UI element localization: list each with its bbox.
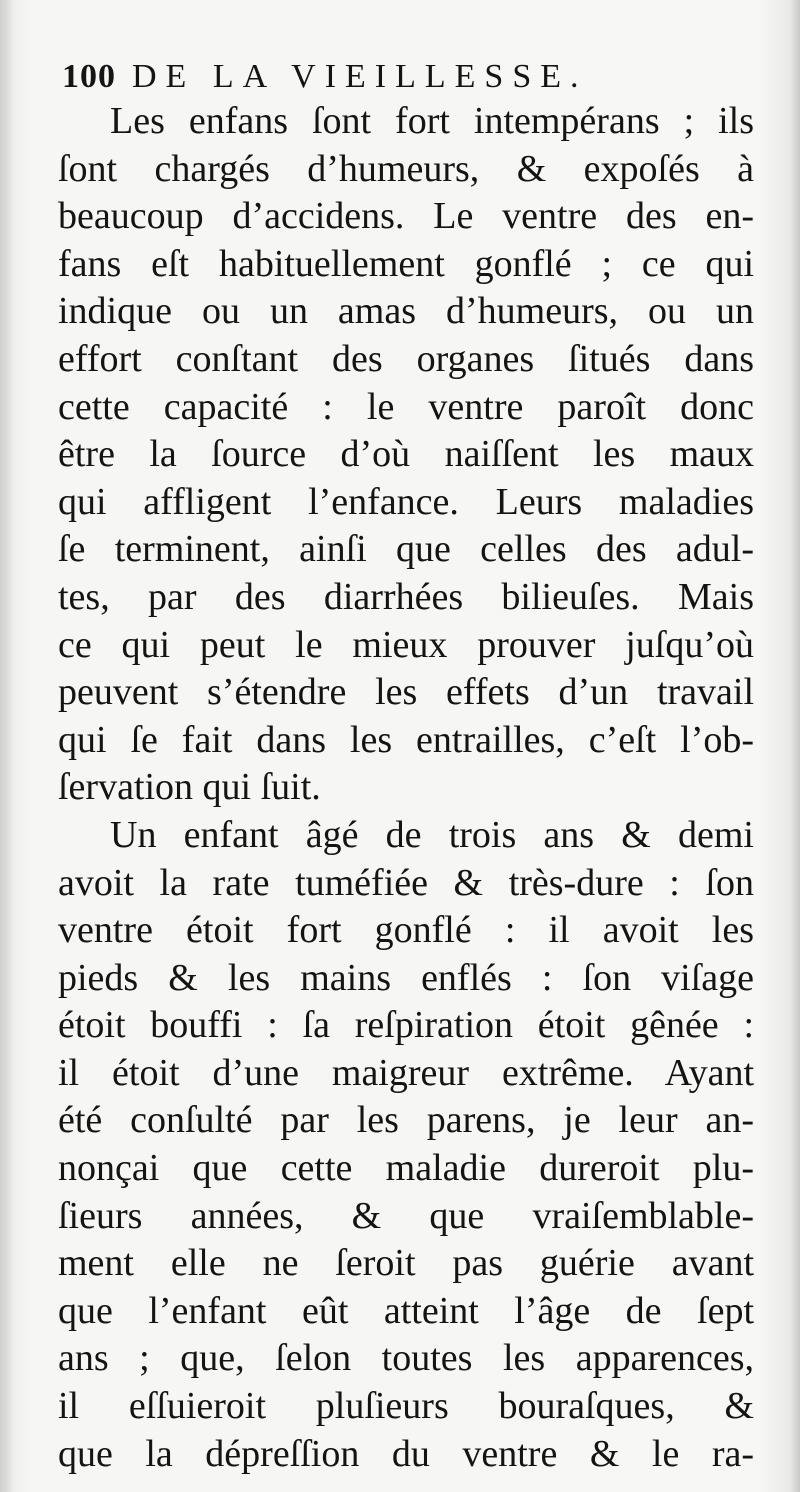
- text-line: ſervation qui ſuit.: [58, 766, 321, 809]
- text-line: peuvent s’étendre les effets d’un travail: [58, 671, 754, 714]
- text-line: il eſſuieroit pluſieurs bouraſques, &: [58, 1385, 754, 1428]
- text-line: que la dépreſſion du ventre & le ra-: [58, 1432, 754, 1475]
- text-line: il étoit d’une maigreur extrême. Ayant: [58, 1051, 754, 1094]
- text-line: fans eſt habituellement gonflé ; ce qui: [58, 242, 754, 285]
- text-line: beaucoup d’accidens. Le ventre des en-: [58, 195, 754, 238]
- text-line: étoit bouffi : ſa reſpiration étoit gênée :: [58, 1004, 754, 1047]
- text-line: être la ſource d’où naiſſent les maux: [58, 433, 754, 476]
- text-line: cette capacité : le ventre paroît donc: [58, 385, 754, 428]
- text-line: ſont chargés d’humeurs, & expoſés à: [58, 147, 754, 190]
- text-line: indique ou un amas d’humeurs, ou un: [58, 290, 754, 333]
- text-line: pieds & les mains enflés : ſon viſage: [58, 956, 754, 999]
- text-line: ment elle ne ſeroit pas guérie avant: [58, 1242, 754, 1285]
- page-number: 100: [62, 58, 116, 95]
- text-line: été conſulté par les parens, je leur an-: [58, 1099, 754, 1142]
- text-line: ventre étoit fort gonflé : il avoit les: [58, 909, 754, 952]
- text-line: ſieurs années, & que vraiſemblable-: [58, 1194, 754, 1237]
- text-line: nonçai que cette maladie dureroit plu-: [58, 1147, 754, 1190]
- text-line: ſe terminent, ainſi que celles des adul-: [58, 528, 754, 571]
- running-title: DE LA VIEILLESSE.: [132, 58, 588, 95]
- text-line: ans ; que, ſelon toutes les apparences,: [58, 1337, 754, 1380]
- text-line: avoit la rate tuméfiée & très-dure : ſon: [58, 861, 754, 904]
- text-line: ce qui peut le mieux prouver juſqu’où: [58, 623, 754, 666]
- gutter-shadow: [0, 0, 14, 1492]
- text-line: qui ſe fait dans les entrailles, c’eſt l’ob-: [58, 718, 754, 761]
- text-line: tes, par des diarrhées bilieuſes. Mais: [58, 575, 754, 618]
- running-header: [62, 52, 752, 102]
- text-line: Un enfant âgé de trois ans & demi: [110, 813, 754, 856]
- text-line: effort conſtant des organes ſitués dans: [58, 337, 754, 380]
- page-edge-shadow: [790, 0, 800, 1492]
- text-line: qui affligent l’enfance. Leurs maladies: [58, 480, 754, 523]
- body-text: [58, 98, 754, 1478]
- text-line: que l’enfant eût atteint l’âge de ſept: [58, 1289, 754, 1332]
- text-line: Les enfans ſont fort intempérans ; ils: [110, 100, 754, 142]
